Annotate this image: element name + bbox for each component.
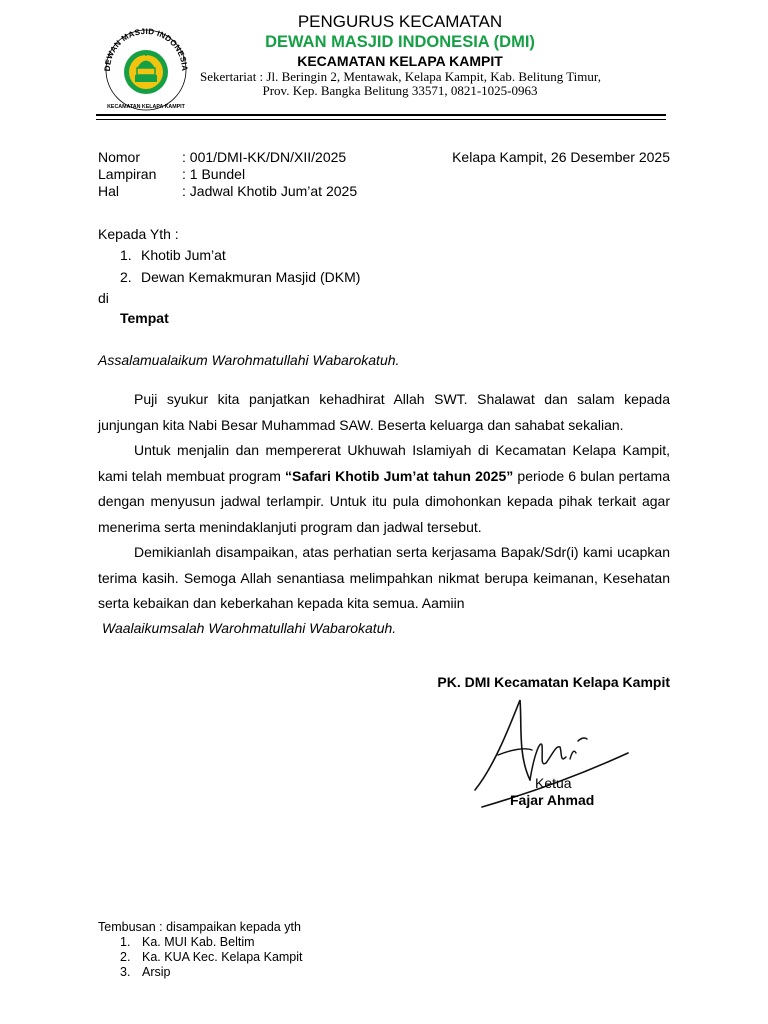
header-address-2: Prov. Kep. Bangka Belitung 33571, 0821-1025-0963	[262, 83, 538, 98]
paragraph-3	[98, 540, 670, 617]
paragraph-2-text: Untuk menjalin dan mempererat Ukhuwah Islamiyah di Kecamatan Kelapa Kampit, kami telah membuat program	[98, 442, 670, 484]
paragraph-1	[98, 387, 670, 438]
program-name: “Safari Khotib Jum’at tahun 2025”	[285, 467, 514, 484]
recipient-tempat: Tempat	[120, 310, 169, 326]
tembusan-num: 1.	[120, 935, 131, 949]
logo-ring-text: DEWAN MASJID INDONESIA	[102, 26, 190, 72]
tembusan-item: Ka. KUA Kec. Kelapa Kampit	[142, 950, 303, 964]
tembusan-title: Tembusan : disampaikan kepada yth	[98, 920, 301, 934]
hal-value: : Jadwal Khotib Jum’at 2025	[182, 183, 358, 199]
paragraph-3-text: Demikianlah disampaikan, atas perhatian serta kerjasama Bapak/Sdr(i) kami ucapkan terima kasih. Semoga Allah senantiasa melimpahkan nikmat berupa keimanan, Kesehatan serta kebaikan dan keberkahan kepada kita semua. Aamiin	[98, 544, 670, 611]
logo-bottom-text: KECAMATAN KELAPA KAMPIT	[107, 104, 185, 110]
nomor-value: : 001/DMI-KK/DN/XII/2025	[182, 149, 347, 165]
closing-greeting: Waalaikumsalah Warohmatullahi Wabarokatuh.	[102, 620, 397, 636]
recipient-num: 2.	[120, 269, 132, 285]
greeting: Assalamualaikum Warohmatullahi Wabarokatuh.	[98, 352, 400, 368]
tembusan-num: 2.	[120, 950, 131, 964]
recipient-num: 1.	[120, 247, 132, 263]
dmi-logo	[96, 20, 196, 112]
tembusan-item: Ka. MUI Kab. Beltim	[142, 935, 255, 949]
header-rule-thick	[96, 114, 666, 116]
lampiran-value: : 1 Bundel	[182, 166, 246, 182]
nomor-label: Nomor	[98, 149, 141, 165]
paragraph-1-text: Puji syukur kita panjatkan kehadhirat Allah SWT. Shalawat dan salam kepada junjungan kita Nabi Besar Muhammad SAW. Beserta keluarga dan sahabat sekalian.	[98, 391, 670, 433]
signature-role: Ketua	[535, 775, 572, 791]
tembusan-item: Arsip	[142, 965, 171, 979]
header-line-1: PENGURUS KECAMATAN	[297, 12, 503, 31]
header-rule-thin	[96, 119, 666, 120]
recipient-di: di	[98, 290, 109, 306]
paragraph-2	[98, 438, 670, 540]
letter-date: Kelapa Kampit, 26 Desember 2025	[452, 149, 670, 165]
recipient-intro: Kepada Yth :	[98, 226, 179, 242]
header-line-2: DEWAN MASJID INDONESIA (DMI)	[265, 33, 535, 51]
recipient-item: Dewan Kemakmuran Masjid (DKM)	[141, 269, 361, 285]
hal-label: Hal	[98, 183, 120, 199]
signature-name: Fajar Ahmad	[510, 792, 595, 808]
recipient-item: Khotib Jum’at	[141, 247, 226, 263]
header-line-3: KECAMATAN KELAPA KAMPIT	[297, 53, 503, 69]
signature-org: PK. DMI Kecamatan Kelapa Kampit	[437, 674, 670, 690]
tembusan-num: 3.	[120, 965, 131, 979]
lampiran-label: Lampiran	[98, 166, 157, 182]
header-address-1: Sekertariat : Jl. Beringin 2, Mentawak, Kelapa Kampit, Kab. Belitung Timur,	[200, 69, 601, 84]
paragraph-2-text-end: periode 6 bulan pertama dengan menyusun jadwal terlampir. Untuk itu pula dimohonkan kepada pihak terkait agar menerima serta menindaklanjuti program dan jadwal tersebut.	[98, 467, 670, 535]
